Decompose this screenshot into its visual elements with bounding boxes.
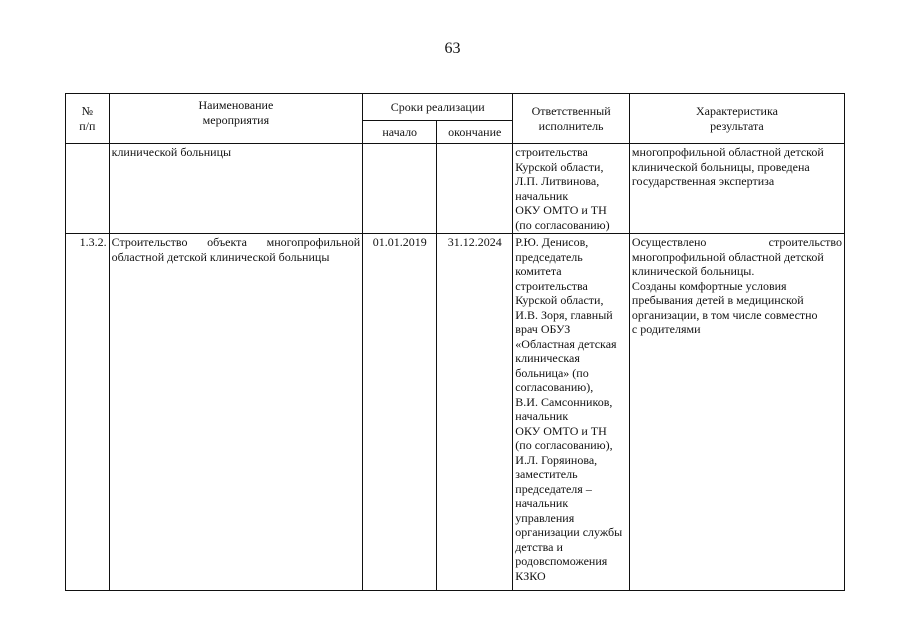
header-name: Наименование мероприятия [109,94,363,144]
cell-line: многопрофильной областной детской [631,145,824,159]
cell-line: пребывания детей в медицинской [631,293,804,307]
cell-line: Курской области, [515,293,604,307]
cell-line: Курской области, [515,159,604,174]
cell-line: строительства [515,278,588,293]
row-responsible [513,234,630,591]
cell-line: начальник [515,409,569,423]
row-end: 31.12.2024 [437,234,513,591]
table-row [66,144,845,234]
cell-line: (по согласованию) [515,217,610,232]
cell-line: врач ОБУЗ [515,322,571,336]
cell-line: управления [515,510,575,525]
plan-table [65,93,845,591]
cell-line: председателя – [515,481,592,496]
cell-line: строительства [515,145,588,159]
cell-line: В.И. Самсонников, [515,394,613,409]
row-name: клинической больницы [109,144,363,234]
cell-line: родовспоможения [515,554,608,568]
cell-line: КЗКО [515,568,546,583]
row-num: 1.3.2. [66,234,110,591]
cell-line: (по согласованию), [515,438,613,452]
cell-line: клинической больницы. [631,264,755,278]
cell-line: ОКУ ОМТО и ТН [515,203,607,217]
cell-line: государственная экспертиза [631,174,775,188]
header-deadlines: Сроки реализации [363,94,513,121]
cell-line: ОКУ ОМТО и ТН [515,423,607,438]
row-result [629,144,844,234]
cell-line: И.Л. Горяинова, [515,452,598,467]
header-start: начало [363,121,437,144]
row-responsible [513,144,630,234]
row-result [629,234,844,591]
row-start [363,144,437,234]
page-number: 63 [444,40,461,57]
cell-line: Осуществлено строительство [631,235,842,249]
cell-line: комитета [515,264,562,278]
header-result: Характеристика результата [629,94,844,144]
header-num: № п/п [66,94,110,144]
cell-line: Л.П. Литвинова, [515,174,600,188]
header-end: окончание [437,121,513,144]
cell-line: согласованию), [515,380,594,394]
cell-line: заместитель [515,467,578,481]
cell-line: многопрофильной областной детской [631,249,824,264]
cell-line: больница» (по [515,365,589,380]
row-name: Строительство объекта многопрофильной областной детской клинической больницы [109,234,363,591]
cell-line: детства и [515,539,563,554]
cell-line: начальник [515,496,569,510]
cell-line: организации службы [515,525,623,539]
cell-line: начальник [515,188,569,203]
row-start: 01.01.2019 [363,234,437,591]
cell-line: организации, в том числе совместно [631,307,818,322]
cell-line: Р.Ю. Денисов, [515,235,589,249]
header-responsible: Ответственный исполнитель [513,94,630,144]
table-row [66,234,845,591]
row-end [437,144,513,234]
cell-line: Созданы комфортные условия [631,278,787,293]
cell-line: И.В. Зоря, главный [515,307,613,322]
row-num [66,144,110,234]
cell-line: клинической больницы, проведена [631,159,810,174]
cell-line: клиническая [515,351,580,365]
cell-line: «Областная детская [515,336,617,351]
cell-line: председатель [515,249,583,264]
cell-line: с родителями [631,322,701,336]
